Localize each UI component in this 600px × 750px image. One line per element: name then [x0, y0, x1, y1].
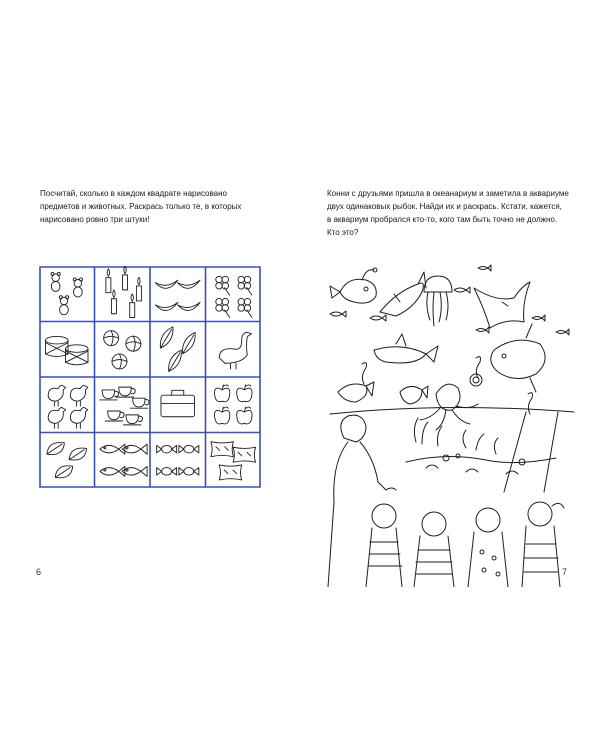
- manta-ray-icon: [474, 282, 530, 328]
- cup-icon: [105, 411, 124, 421]
- clover-icon: [238, 276, 252, 295]
- aquarium-illustration: [326, 262, 576, 587]
- cup-icon: [116, 387, 135, 397]
- candy-icon: [157, 468, 177, 476]
- fish-icon: [122, 466, 147, 476]
- ball-icon: [112, 354, 127, 369]
- cup-icon: [130, 398, 149, 408]
- pillow-icon: [211, 442, 234, 457]
- clover-icon: [216, 298, 230, 317]
- chicken-icon: [48, 385, 66, 406]
- drum-icon: [65, 345, 88, 365]
- seahorse-icon: [362, 357, 533, 414]
- ball-icon: [104, 331, 119, 346]
- child-figure-icon: [414, 512, 454, 587]
- right-page: [300, 0, 600, 750]
- apple-icon: [214, 407, 229, 424]
- apple-icon: [237, 385, 252, 402]
- small-fish-icon: [330, 265, 569, 335]
- instruction-line: в аквариум пробрался кто-то, кого там быть точно не должно.: [327, 215, 558, 224]
- fish-icon: [122, 444, 147, 454]
- feather-icon: [169, 350, 182, 371]
- leaf-icon: [47, 443, 65, 455]
- leaf-icon: [69, 448, 87, 460]
- candle-icon: [111, 290, 116, 314]
- angler-fish-icon: [330, 268, 377, 303]
- teddy-bear-icon: [73, 278, 82, 297]
- child-figure-icon: [366, 504, 402, 587]
- instruction-line: нарисовано ровно три штуки!: [40, 215, 150, 224]
- goose-icon: [219, 332, 251, 368]
- candy-icon: [179, 468, 199, 476]
- instruction-line: Посчитай, сколько в каждом квадрате нарисовано: [40, 189, 227, 198]
- instruction-line: двух одинаковых рыбок. Найди их и раскрась. Кстати, кажется,: [327, 202, 562, 211]
- jellyfish-icon: [424, 276, 452, 326]
- banana-icon: [155, 280, 178, 288]
- chicken-icon: [48, 408, 66, 429]
- leaf-icon: [55, 466, 73, 478]
- woman-figure-icon: [328, 415, 396, 587]
- banana-icon: [155, 302, 178, 310]
- banana-icon: [178, 302, 201, 310]
- shark-icon: [374, 334, 438, 363]
- instruction-line: Конни с друзьями пришла в океанариум и заметила в аквариуме: [327, 189, 569, 198]
- candle-icon: [123, 266, 128, 290]
- shark-icon: [380, 272, 426, 316]
- drum-icon: [46, 336, 69, 356]
- tank-edge: [504, 412, 558, 492]
- apple-icon: [214, 385, 229, 402]
- chicken-icon: [70, 385, 88, 406]
- page-number-right: 7: [562, 567, 568, 577]
- candle-icon: [136, 277, 141, 301]
- cup-icon: [100, 390, 119, 400]
- cup-icon: [123, 415, 142, 425]
- left-page-instruction: [40, 187, 270, 226]
- reef-icon: [406, 418, 556, 474]
- fish-icon: [100, 466, 125, 476]
- clover-icon: [216, 276, 230, 295]
- banana-icon: [178, 280, 201, 288]
- candle-icon: [106, 269, 111, 293]
- pillow-icon: [233, 447, 256, 462]
- candy-icon: [179, 445, 199, 453]
- feather-icon: [182, 332, 195, 353]
- counting-grid: [39, 266, 261, 488]
- suitcase-icon: [161, 390, 195, 416]
- chicken-icon: [70, 408, 88, 429]
- child-figure-icon: [468, 508, 508, 587]
- pillow-icon: [219, 465, 242, 480]
- apple-icon: [237, 407, 252, 424]
- fish-icon: [338, 382, 428, 404]
- feather-icon: [160, 327, 173, 348]
- candy-icon: [157, 445, 177, 453]
- instruction-line: предметов и животных. Раскрась только те, в которых: [40, 202, 242, 211]
- candle-icon: [130, 294, 135, 318]
- right-page-instruction: [327, 187, 577, 239]
- ball-icon: [126, 336, 141, 351]
- page-number-left: 6: [36, 567, 42, 577]
- teddy-bear-icon: [59, 296, 68, 315]
- instruction-line: Кто это?: [327, 228, 359, 237]
- clover-icon: [238, 298, 252, 317]
- fish-icon: [100, 444, 125, 454]
- teddy-bear-icon: [51, 272, 60, 291]
- child-figure-icon: [522, 502, 564, 587]
- sunfish-icon: [491, 324, 545, 392]
- shell-icon: [470, 374, 482, 386]
